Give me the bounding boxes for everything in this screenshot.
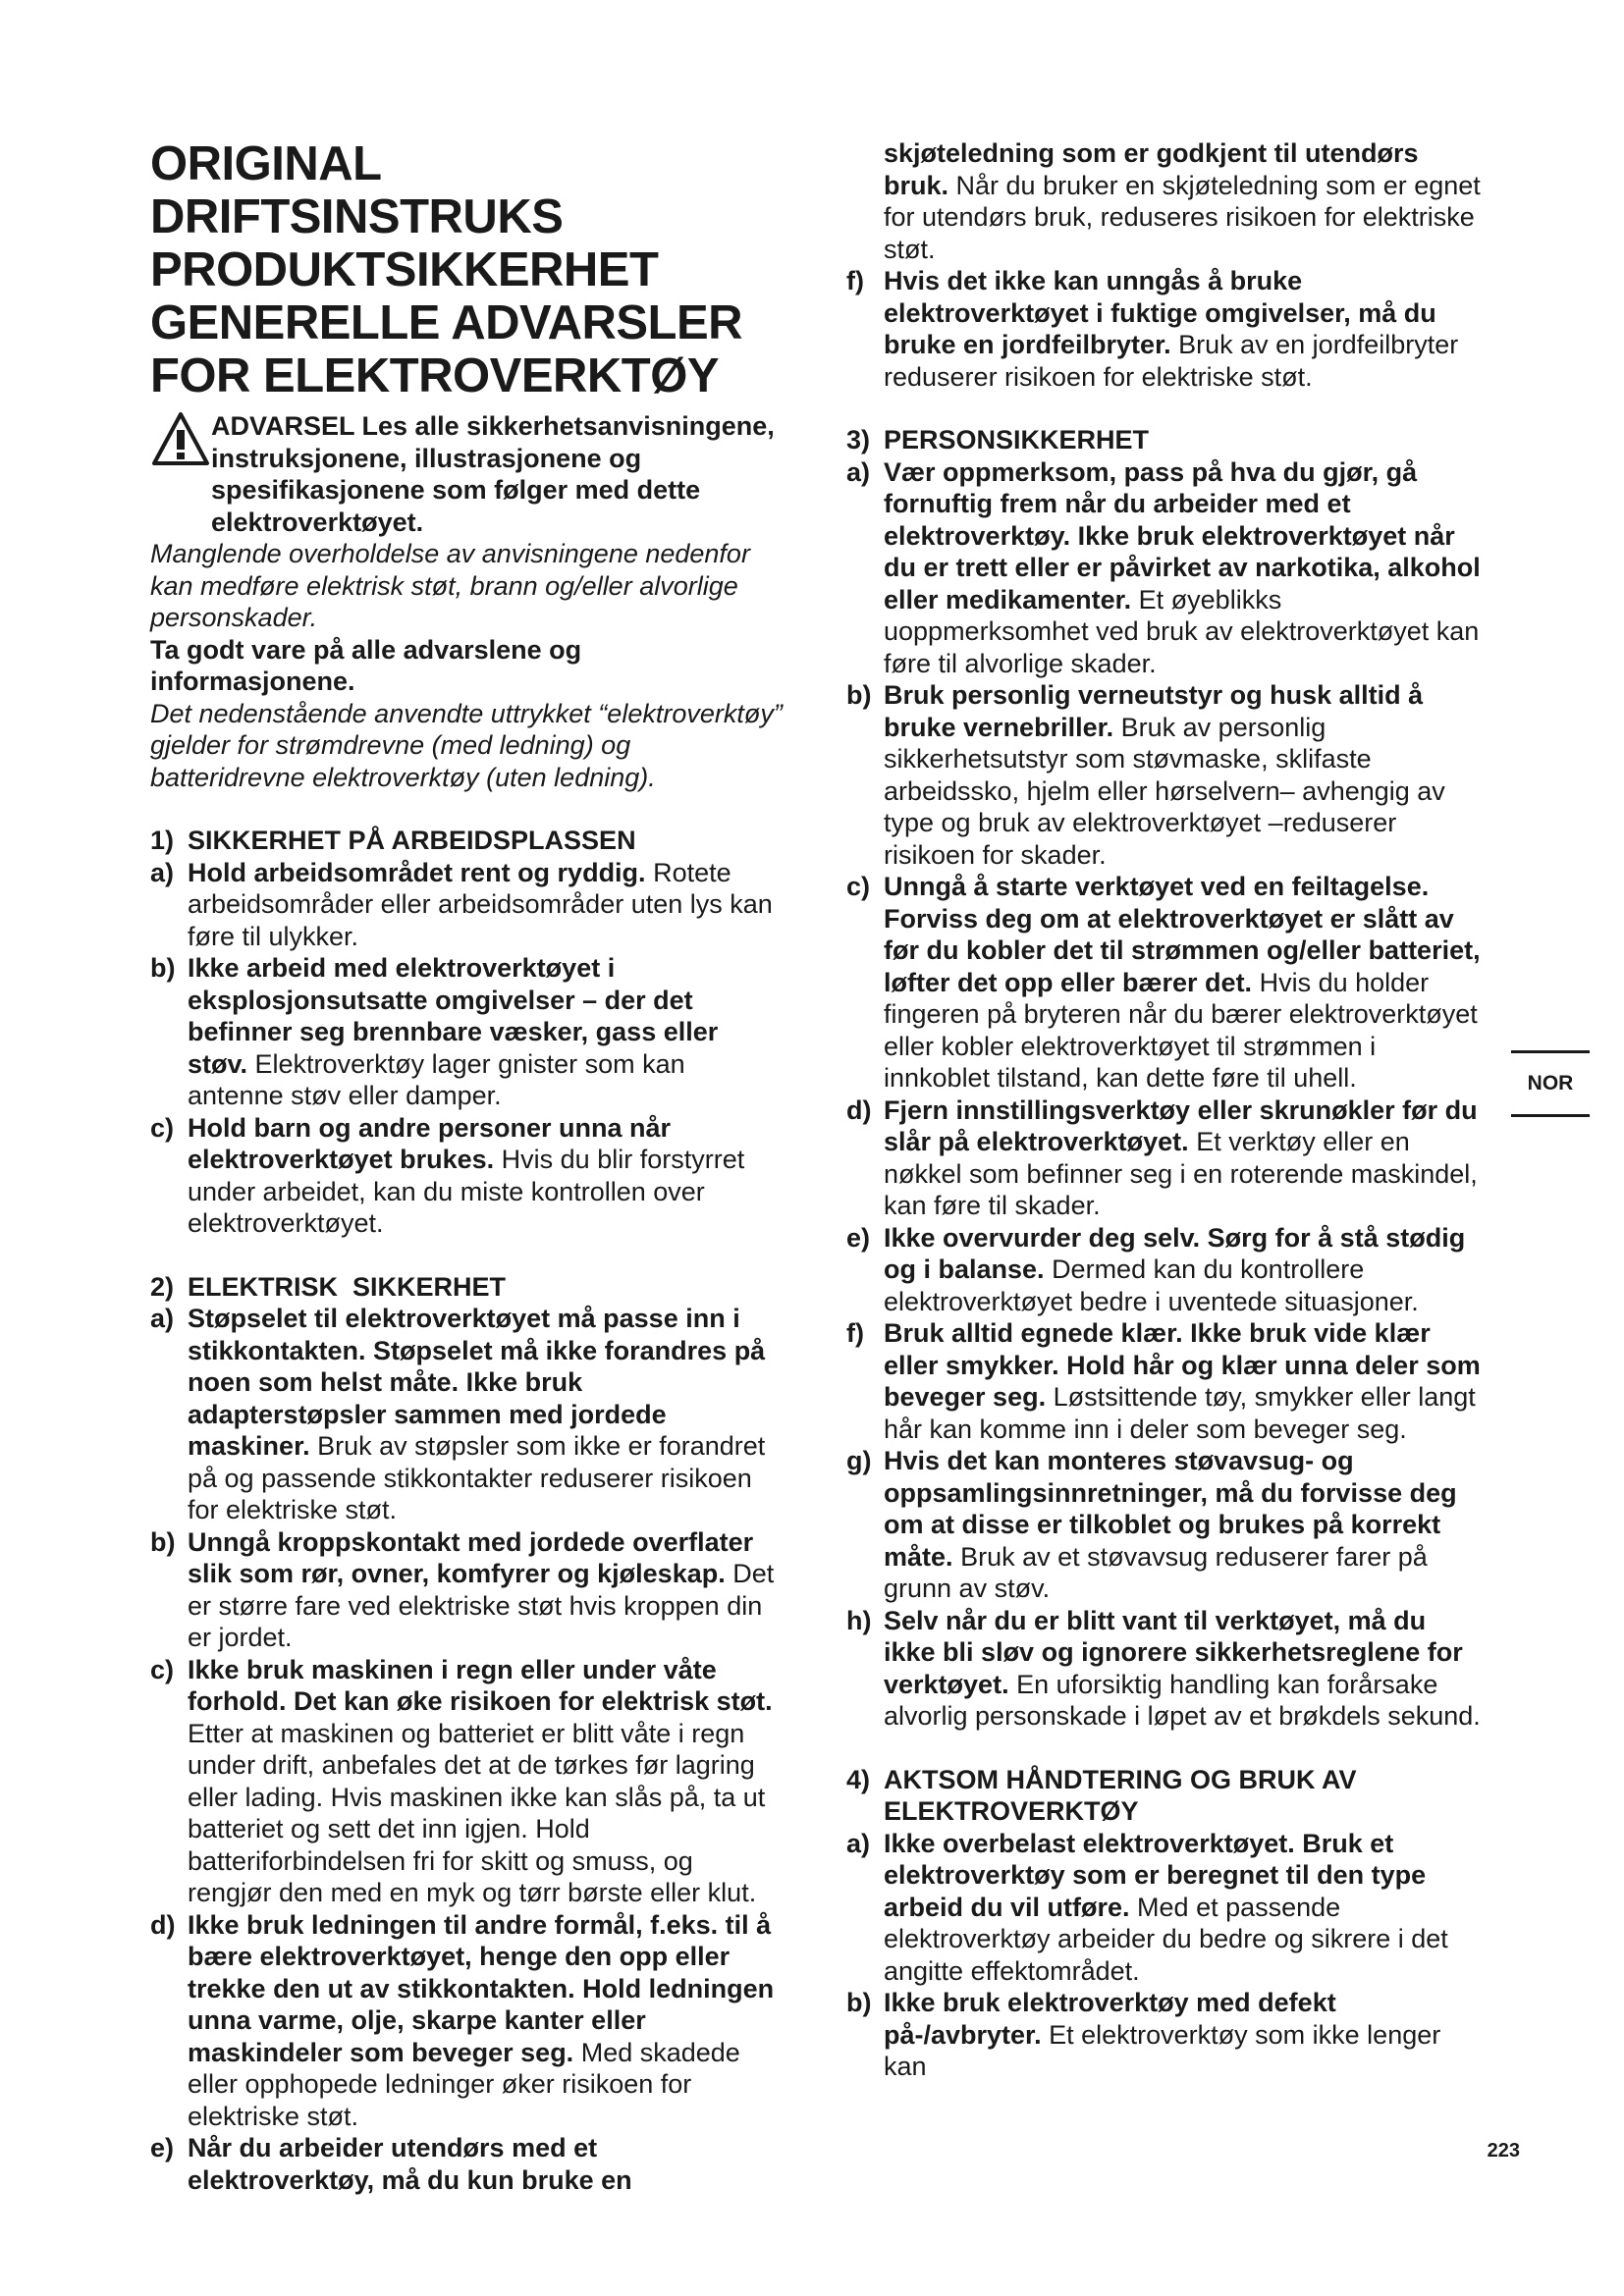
warning-lead: ADVARSEL Les alle sikkerhetsanvisningene, instruksjonene, illustrasjonene og spesifikasjonene som følger med dette elektroverktøyet. xyxy=(211,411,775,537)
list-item xyxy=(150,1112,784,1240)
item-bold: Ikke bruk maskinen i regn eller under våte forhold. Det kan øke risikoen for elektrisk støt. xyxy=(188,1654,773,1716)
item-label: c) xyxy=(150,1654,175,1684)
item-bold: Støpselet til elektroverktøyet må passe inn i stikkontakten. Støpselet må ikke forandres på noen som helst måte. Ikke bruk adapterstøpsler sammen med jordede maskiner. xyxy=(188,1304,766,1461)
item-bold: Når du arbeider utendørs med et elektroverktøy, må du kun bruke en xyxy=(188,2133,632,2195)
item-bold: Unngå å starte verktøyet ved en feiltagelse. Forviss deg om at elektroverktøyet er slått av før du kobler det til strømmen og/eller batteriet, løfter det opp eller bærer det. xyxy=(884,872,1481,997)
left-column xyxy=(150,137,784,2196)
title-line: ORIGINAL DRIFTSINSTRUKS xyxy=(150,137,564,243)
item-label: f) xyxy=(846,1318,864,1348)
item-bold: Hold arbeidsområdet rent og ryddig. xyxy=(188,857,646,887)
item-text: En uforsiktig handling kan forårsake alvorlig personskade i løpet av et brøkdels sekund. xyxy=(884,1669,1481,1731)
item-label: e) xyxy=(846,1222,871,1253)
list-item xyxy=(150,1654,784,1909)
item-text: Det er større fare ved elektriske støt hvis kroppen din er jordet. xyxy=(188,1559,775,1652)
item-label: f) xyxy=(846,266,864,295)
section-title: ELEKTRISK SIKKERHET xyxy=(188,1271,507,1302)
item-text: Elektroverktøy lager gnister som kan antenne støv eller damper. xyxy=(188,1048,685,1110)
list-item xyxy=(150,1526,784,1654)
section-number: 2) xyxy=(150,1271,175,1302)
language-tab: NOR xyxy=(1511,1050,1590,1117)
list-item xyxy=(150,2132,784,2196)
page-number: 223 xyxy=(1487,2140,1520,2162)
item-label: c) xyxy=(150,1112,175,1143)
list-item xyxy=(846,1605,1485,1733)
item-bold: Fjern innstillingsverktøy eller skrunøkler før du slår på elektroverktøyet. xyxy=(884,1095,1478,1156)
warning-keep: Ta godt vare på alle advarslene og informasjonene. xyxy=(150,634,582,696)
item-label: b) xyxy=(150,953,176,983)
section-heading xyxy=(150,825,784,857)
list-item xyxy=(150,1303,784,1526)
item-text: Bruk av støpsler som ikke er forandret på og passende stikkontakter reduserer risikoen for elektriske støt. xyxy=(188,1431,766,1524)
section-title: AKTSOM HÅNDTERING OG BRUK AV ELEKTROVERKTØY xyxy=(884,1764,1357,1826)
item-text: Bruk av et støvavsug reduserer farer på grunn av støv. xyxy=(884,1541,1428,1603)
list-item xyxy=(846,1987,1485,2083)
item-label: e) xyxy=(150,2133,175,2163)
list-item xyxy=(846,1317,1485,1445)
item-label: d) xyxy=(150,1909,176,1940)
warning-italic: Manglende overholdelse av anvisningene nedenfor kan medføre elektrisk støt, brann og/eller alvorlige personskader. xyxy=(150,539,750,632)
item-label: g) xyxy=(846,1446,872,1475)
warning-block xyxy=(150,410,784,793)
section-heading xyxy=(846,424,1485,456)
item-text: Bruk av en jordfeilbryter reduserer risikoen for elektriske støt. xyxy=(884,330,1459,392)
item-bold: Ikke overbelast elektroverktøyet. Bruk et elektroverktøy som er beregnet til den type arbeid du vil utføre. xyxy=(884,1828,1427,1922)
page-title xyxy=(150,137,784,402)
list-item xyxy=(846,265,1485,393)
item-bold: Vær oppmerksom, pass på hva du gjør, gå fornuftig frem når du arbeider med et elektroverktøy. Ikke bruk elektroverktøyet når du er trett eller er påvirket av narkotika, alkohol eller medikamenter. xyxy=(884,456,1481,614)
list-item xyxy=(150,1909,784,2133)
item-bold: Hvis det ikke kan unngås å bruke elektroverktøyet i fuktige omgivelser, må du bruke en jordfeilbryter. xyxy=(884,266,1436,359)
item-text: Et øyeblikks uoppmerksomhet ved bruk av elektroverktøyet kan føre til alvorlige skader. xyxy=(884,584,1480,678)
list-item xyxy=(846,679,1485,871)
item-bold: Bruk personlig verneutstyr og husk alltid å bruke vernebriller. xyxy=(884,680,1424,742)
item-text: Med skadede eller opphopede ledninger øker risikoen for elektriske støt. xyxy=(188,2037,740,2131)
section-title: PERSONSIKKERHET xyxy=(884,425,1150,454)
title-line: PRODUKTSIKKERHET xyxy=(150,243,659,296)
section-heading xyxy=(150,1271,784,1304)
section-heading xyxy=(846,1764,1485,1828)
item-bold: Unngå kroppskontakt med jordede overflater slik som rør, ovner, komfyrer og kjøleskap. xyxy=(188,1526,754,1588)
item-text: Løstsittende tøy, smykker eller langt hår kan komme inn i deler som beveger seg. xyxy=(884,1382,1476,1444)
item-bold: Ikke bruk ledningen til andre formål, f.eks. til å bære elektroverktøyet, henge den opp eller trekke den ut av stikkontakten. Hold ledningen unna varme, olje, skarpe kanter eller maskindeler som beveger seg. xyxy=(188,1909,775,2067)
item-bold: Hold barn og andre personer unna når elektroverktøyet brukes. xyxy=(188,1112,672,1174)
item-text: Rotete arbeidsområder eller arbeidsområder uten lys kan føre til ulykker. xyxy=(188,857,773,951)
list-item xyxy=(846,1222,1485,1318)
item-bold: Ikke bruk elektroverktøy med defekt på-/avbryter. xyxy=(884,1988,1336,2050)
item-bold: Hvis det kan monteres støvavsug- og oppsamlingsinnretninger, må du forvisse deg om at disse er tilkoblet og brukes på korrekt måte. xyxy=(884,1446,1457,1572)
list-item xyxy=(846,1445,1485,1605)
item-label: b) xyxy=(150,1526,176,1557)
title-line: GENERELLE ADVARSLER xyxy=(150,296,743,349)
item-text: Et verktøy eller en nøkkel som befinner seg i en roterende maskindel, kan føre til skader. xyxy=(884,1127,1478,1220)
item-label: a) xyxy=(150,857,175,887)
item-bold: Bruk alltid egnede klær. Ikke bruk vide klær eller smykker. Hold hår og klær unna deler som beveger seg. xyxy=(884,1318,1481,1412)
item-text: Dermed kan du kontrollere elektroverktøyet bedre i uventede situasjoner. xyxy=(884,1255,1419,1316)
section-title: SIKKERHET PÅ ARBEIDSPLASSEN xyxy=(188,826,636,855)
section-number: 4) xyxy=(846,1764,871,1794)
item-label: h) xyxy=(846,1605,872,1635)
item-bold: Ikke overvurder deg selv. Sørg for å stå stødig og i balanse. xyxy=(884,1222,1466,1284)
item-text: Når du bruker en skjøteledning som er egnet for utendørs bruk, reduseres risikoen for elektriske støt. xyxy=(884,170,1481,264)
section-number: 3) xyxy=(846,425,871,454)
item-label: a) xyxy=(846,456,871,487)
warning-definition: Det nedenstående anvendte uttrykket “elektroverktøy” gjelder for strømdrevne (med ledning) og batteridrevne elektroverktøy (uten ledning). xyxy=(150,698,783,792)
list-item xyxy=(846,456,1485,680)
item-text: Etter at maskinen og batteriet er blitt våte i regn under drift, anbefales det at de tørkes før lagring eller lading. Hvis maskinen ikke kan slås på, ta ut batteriet og sett det inn igjen. Hold batteriforbindelsen fri for skitt og smuss, og rengjør den med en myk og tørr børste eller klut. xyxy=(188,1718,766,1907)
right-column xyxy=(846,137,1485,2083)
item-label: a) xyxy=(846,1828,871,1858)
item-text: Bruk av personlig sikkerhetsutstyr som støvmaske, sklifaste arbeidssko, hjelm eller hørselvern– avhengig av type og bruk av elektroverktøyet –reduserer risikoen for skader. xyxy=(884,712,1445,870)
item-text: Hvis du blir forstyrret under arbeidet, kan du miste kontrollen over elektroverktøyet. xyxy=(188,1145,745,1238)
title-line: FOR ELEKTROVERKTØY xyxy=(150,349,720,402)
item-text: Hvis du holder fingeren på bryteren når du bærer elektroverktøyet eller kobler elektroverktøyet til strømmen i innkoblet tilstand, kan dette føre til uhell. xyxy=(884,967,1478,1093)
list-item xyxy=(150,952,784,1112)
item-label: b) xyxy=(846,1988,872,2017)
item-text: Med et passende elektroverktøy arbeider du bedre og sikrere i det angitte effektområdet. xyxy=(884,1892,1448,1986)
warning-triangle-icon xyxy=(150,410,211,467)
list-item xyxy=(150,857,784,953)
list-item xyxy=(846,1095,1485,1222)
item-bold: skjøteledning som er godkjent til utendørs bruk. xyxy=(884,138,1419,200)
list-item xyxy=(846,1828,1485,1988)
item-label: c) xyxy=(846,872,871,901)
list-item xyxy=(846,871,1485,1095)
item-label: b) xyxy=(846,680,872,710)
section-number: 1) xyxy=(150,826,175,855)
item-text: Et elektroverktøy som ikke lenger kan xyxy=(884,2019,1441,2081)
item-label: a) xyxy=(150,1304,175,1333)
item-label: d) xyxy=(846,1095,872,1125)
list-item-continued xyxy=(846,137,1485,265)
item-bold: Selv når du er blitt vant til verktøyet, må du ikke bli sløv og ignorere sikkerhetsreglene for verktøyet. xyxy=(884,1605,1463,1699)
item-bold: Ikke arbeid med elektroverktøyet i eksplosjonsutsatte omgivelser – der det befinner seg brennbare væsker, gass eller støv. xyxy=(188,953,719,1079)
